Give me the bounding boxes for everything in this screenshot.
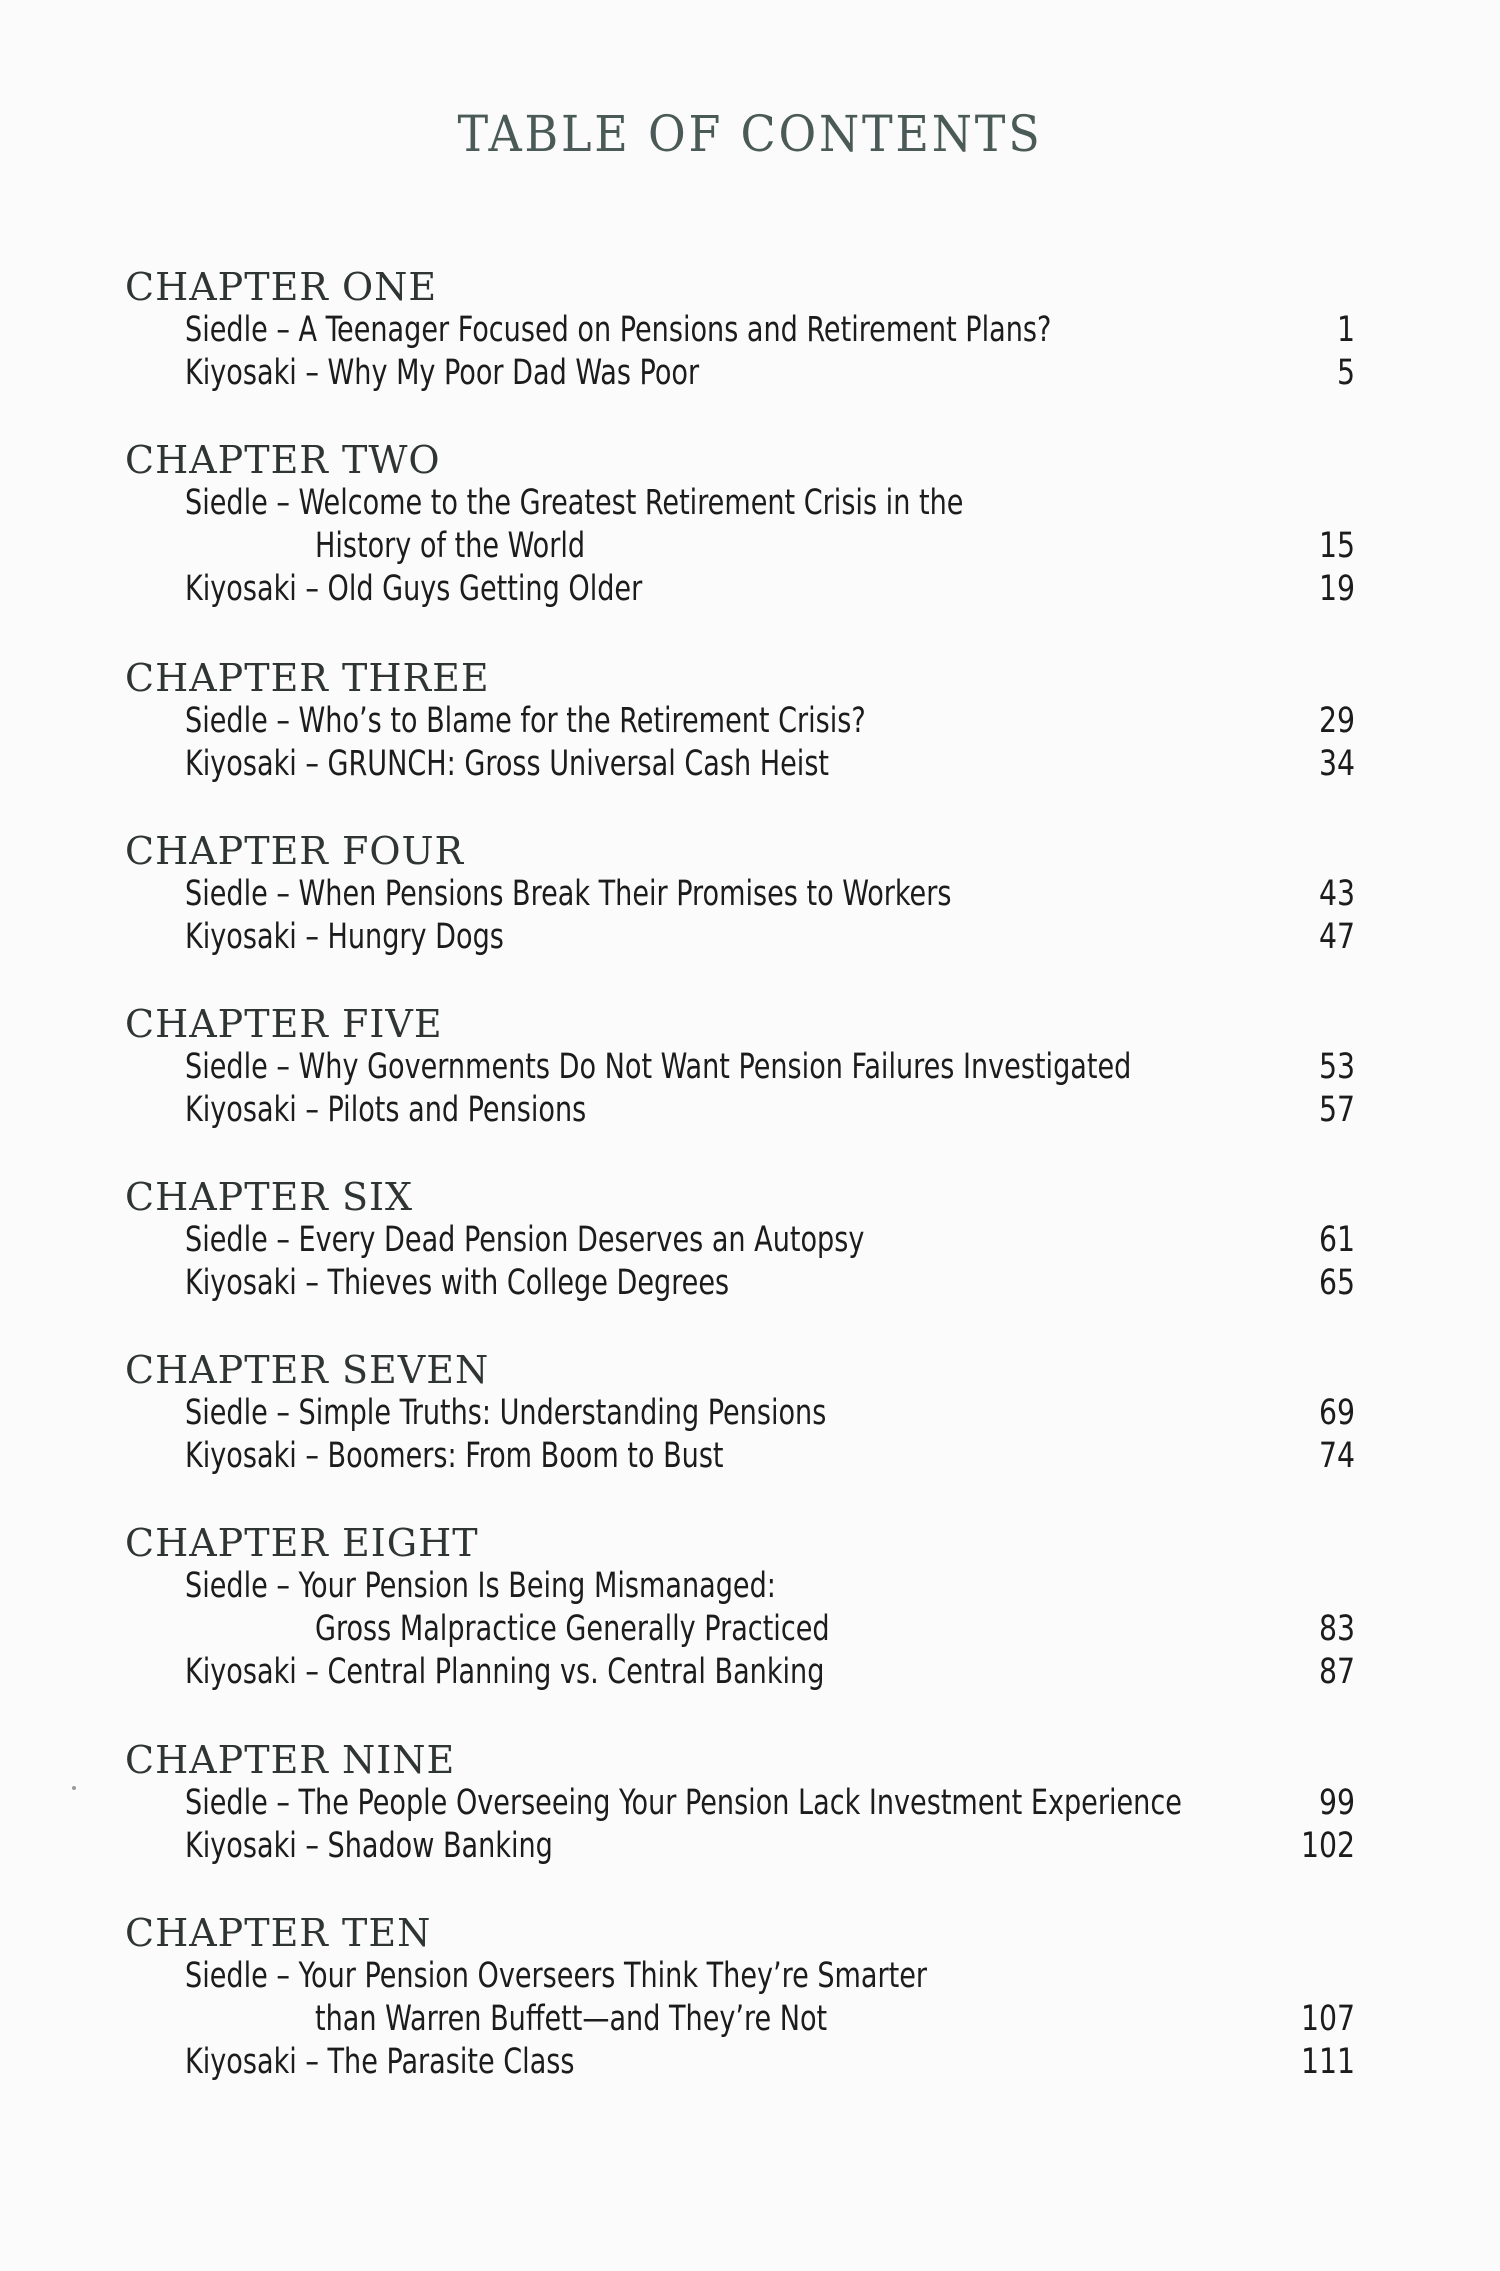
chapter-heading: CHAPTER FIVE [125,1002,443,1046]
toc-entry-title: Kiyosaki – Pilots and Pensions [185,1090,587,1130]
toc-page-number: 34 [1318,744,1355,784]
scan-speck [72,1786,76,1790]
toc-entry-title: Siedle – Every Dead Pension Deserves an Autopsy [185,1220,865,1260]
chapter-heading: CHAPTER TWO [125,438,441,482]
toc-entry [185,1999,1355,2043]
chapter-heading: CHAPTER EIGHT [125,1521,479,1565]
toc-page-number: 57 [1318,1090,1355,1130]
toc-entry [185,526,1355,570]
toc-page-number: 87 [1318,1652,1355,1692]
toc-entry [185,1047,1355,1091]
toc-page-number: 61 [1318,1220,1355,1260]
toc-entry-title: Kiyosaki – The Parasite Class [185,2042,575,2082]
toc-entry [185,1783,1355,1827]
toc-entry-title: Kiyosaki – Central Planning vs. Central Banking [185,1652,825,1692]
toc-entry [185,1393,1355,1437]
toc-page-number: 53 [1318,1047,1355,1087]
toc-page-number: 19 [1318,569,1355,609]
toc-entry [185,1826,1355,1870]
chapter-heading: CHAPTER SEVEN [125,1348,490,1392]
toc-entry [185,353,1355,397]
toc-page-number: 65 [1318,1263,1355,1303]
toc-entry-title: Siedle – Simple Truths: Understanding Pensions [185,1393,827,1433]
toc-page-number: 15 [1318,526,1355,566]
toc-entry [185,874,1355,918]
toc-entry [185,701,1355,745]
toc-entry-title: Siedle – A Teenager Focused on Pensions and Retirement Plans? [185,310,1052,350]
toc-entry-title: Siedle – Who’s to Blame for the Retirement Crisis? [185,701,866,741]
toc-page-number: 69 [1318,1393,1355,1433]
toc-entry [185,2042,1355,2086]
page-title: TABLE OF CONTENTS [457,105,1043,163]
toc-entry [185,569,1355,613]
toc-entry [185,1090,1355,1134]
toc-entry [185,744,1355,788]
toc-entry-title: Siedle – When Pensions Break Their Promises to Workers [185,874,952,914]
toc-entry-title: Siedle – Why Governments Do Not Want Pension Failures Investigated [185,1047,1132,1087]
toc-page-number: 43 [1318,874,1355,914]
toc-entry [185,1652,1355,1696]
toc-entry-title: Siedle – Your Pension Is Being Mismanaged: [185,1566,776,1606]
toc-entry [185,1566,1355,1610]
toc-entry [185,310,1355,354]
toc-page-number: 83 [1318,1609,1355,1649]
toc-entry [185,1220,1355,1264]
toc-page-number: 74 [1318,1436,1355,1476]
toc-entry [185,1956,1355,2000]
toc-entry-title: Siedle – The People Overseeing Your Pension Lack Investment Experience [185,1783,1182,1823]
toc-entry-title: Kiyosaki – GRUNCH: Gross Universal Cash Heist [185,744,830,784]
toc-page-number: 1 [1336,310,1355,350]
chapter-heading: CHAPTER TEN [125,1911,432,1955]
chapter-heading: CHAPTER NINE [125,1738,456,1782]
toc-entry [185,483,1355,527]
toc-entry-title: Kiyosaki – Boomers: From Boom to Bust [185,1436,724,1476]
toc-entry [185,917,1355,961]
toc-entry-title: Kiyosaki – Why My Poor Dad Was Poor [185,353,700,393]
toc-entry-title: Kiyosaki – Shadow Banking [185,1826,553,1866]
toc-entry-title: Gross Malpractice Generally Practiced [315,1609,830,1649]
toc-entry-title: Siedle – Your Pension Overseers Think They’re Smarter [185,1956,928,1996]
toc-page-number: 111 [1300,2042,1355,2082]
chapter-heading: CHAPTER SIX [125,1175,414,1219]
toc-page-number: 29 [1318,701,1355,741]
toc-entry-title: Siedle – Welcome to the Greatest Retirement Crisis in the [185,483,964,523]
toc-entry [185,1609,1355,1653]
toc-entry-title: Kiyosaki – Hungry Dogs [185,917,504,957]
toc-page-number: 102 [1300,1826,1355,1866]
chapter-heading: CHAPTER FOUR [125,829,465,873]
toc-page-number: 47 [1318,917,1355,957]
chapter-heading: CHAPTER THREE [125,656,490,700]
toc-page-number: 99 [1318,1783,1355,1823]
toc-entry-title: History of the World [315,526,586,566]
toc-entry-title: Kiyosaki – Thieves with College Degrees [185,1263,730,1303]
toc-entry [185,1436,1355,1480]
toc-entry-title: Kiyosaki – Old Guys Getting Older [185,569,643,609]
chapter-heading: CHAPTER ONE [125,265,438,309]
toc-entry-title: than Warren Buffett—and They’re Not [315,1999,828,2039]
toc-entry [185,1263,1355,1307]
toc-page-number: 107 [1300,1999,1355,2039]
toc-page-number: 5 [1336,353,1355,393]
